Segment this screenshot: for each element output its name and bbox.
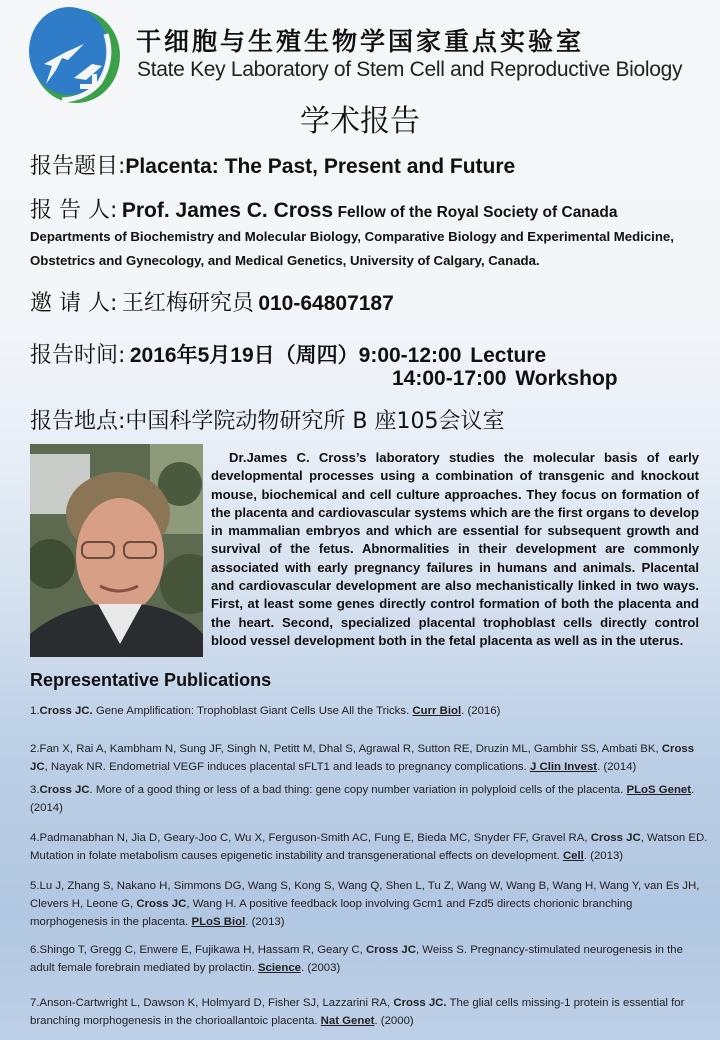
pub-text: 4.Padmanabhan N, Jia D, Geary-Joo C, Wu X, Ferguson-Smith AC, Fung E, Bieda MC, Snyder FF, Gravel RA, — [30, 832, 591, 844]
inviter-row — [30, 286, 394, 317]
pub-journal: PLoS Biol — [191, 916, 246, 928]
pub-author-highlight: Cross JC. — [39, 705, 93, 717]
pub-author-highlight: Cross JC — [30, 743, 695, 773]
affiliation-line-2: Obstetrics and Gynecology, and Medical Genetics, University of Calgary, Canada. — [30, 253, 540, 268]
session2-time: 14:00-17:00 — [392, 367, 507, 390]
pub-text: Gene Amplification: Trophoblast Giant Cells Use All the Tricks. — [92, 705, 413, 717]
pub-text: . More of a good thing or less of a bad thing: gene copy number variation in polyploid cells of the placenta. — [89, 784, 627, 796]
session2-row — [392, 367, 618, 391]
pub-year: . (2016) — [461, 705, 501, 717]
pub-author-highlight: Cross JC — [39, 784, 90, 796]
speaker-bio: Dr.James C. Cross’s laboratory studies the molecular basis of early developmental processes using a combination of transgenic and knockout mouse, biochemical and cell culture approaches. They focus on formation of the placenta and cardiovascular systems which are the first organs to develop in mammalian embryos and which are essential for subsequent growth and survival of the fetus. Abnormalities in their development are commonly associated with early pregnancy failures in humans and animals. Placental and cardiovascular development are also mechanistically linked in two ways. First, at least some genes directly control formation of both the placenta and the heart. Second, specialized placental trophoblast cells directly control blood vessel development both in the fetal placenta as well as in the uterus. — [211, 450, 699, 648]
title-row — [30, 149, 515, 180]
pub-text: 2.Fan X, Rai A, Kambham N, Sung JF, Singh N, Petitt M, Dhal S, Agrawal R, Sutton RE, Druzin ML, Gambhir SS, Ambati BK, — [30, 743, 662, 755]
place-label: 报告地点: — [30, 409, 126, 434]
pub-year: . (2014) — [597, 761, 637, 773]
pub-year: . (2013) — [245, 916, 285, 928]
pub-year: . (2014) — [30, 784, 695, 814]
pub-text: 1. — [30, 705, 40, 717]
pub-journal: Nat Genet — [320, 1015, 375, 1027]
pub-text: , Watson ED. Mutation in folate metabolism causes epigenetic instability and transgenerational effects on development. — [30, 832, 708, 862]
place-row — [30, 404, 505, 435]
publication-item — [30, 994, 710, 1030]
session2-type: Workshop — [515, 367, 618, 390]
pub-author-highlight: Cross JC — [590, 832, 641, 844]
session1-type: Lecture — [470, 344, 547, 367]
pub-journal: Cell — [562, 850, 584, 862]
pub-text: 3. — [30, 784, 40, 796]
pub-author-highlight: Cross JC — [365, 944, 416, 956]
publication-item — [30, 781, 710, 817]
lab-name-en: State Key Laboratory of Stem Cell and Reproductive Biology — [137, 58, 683, 81]
time-row — [30, 338, 546, 369]
inviter-name: 王红梅研究员 — [121, 291, 254, 316]
pub-year: . (2003) — [301, 962, 341, 974]
pub-text: 6.Shingo T, Gregg C, Enwere E, Fujikawa H, Hassam R, Geary C, — [30, 944, 366, 956]
speaker-name: Prof. James C. Cross — [121, 199, 334, 222]
inviter-phone: 010-64807187 — [258, 292, 394, 315]
title-label: 报告题目: — [30, 154, 126, 179]
pub-text: , Nayak NR. Endometrial VEGF induces placental sFLT1 and leads to pregnancy complications. — [44, 761, 530, 773]
pub-author-highlight: Cross JC — [136, 898, 187, 910]
pub-text: , Weiss S. Pregnancy-stimulated neurogenesis in the adult female forebrain mediated by prolactin. — [30, 944, 683, 974]
speaker-row — [30, 193, 618, 224]
lab-name-cn: 干细胞与生殖生物学国家重点实验室 — [136, 27, 585, 56]
affiliation-line-1: Departments of Biochemistry and Molecular Biology, Comparative Biology and Experimental Medicine, — [30, 229, 674, 244]
pub-journal: Science — [257, 962, 302, 974]
speaker-label: 报 告 人: — [30, 198, 118, 223]
publication-item — [30, 877, 710, 931]
time-date: 2016年5月19日（周四） — [129, 344, 359, 367]
pub-text: , Wang H. A positive feedback loop involving Gcm1 and Fzd5 directs chorionic branching morphogenesis in the placenta. — [30, 898, 633, 928]
pub-text: 7.Anson-Cartwright L, Dawson K, Holmyard D, Fisher SJ, Lazzarini RA, — [30, 997, 394, 1009]
report-heading: 学术报告 — [300, 104, 420, 139]
pub-author-highlight: Cross JC. — [393, 997, 447, 1009]
pub-journal: PLoS Genet — [626, 784, 692, 796]
pub-year: . (2000) — [374, 1015, 414, 1027]
pub-text: 5.Lu J, Zhang S, Nakano H, Simmons DG, Wang S, Kong S, Wang Q, Shen L, Tu Z, Wang W, Wang B, Wang H, Wang Y, van Es JH, Clevers H, Leone G, — [30, 880, 700, 910]
speaker-honor: Fellow of the Royal Society of Canada — [337, 204, 618, 221]
inviter-label: 邀 请 人: — [30, 291, 118, 316]
place-value: 中国科学院动物研究所 B 座105会议室 — [125, 409, 505, 434]
publication-item — [30, 740, 710, 776]
pub-text: The glial cells missing-1 protein is essential for branching morphogenesis in the chorioallantoic placenta. — [30, 997, 685, 1027]
time-label: 报告时间: — [30, 343, 126, 368]
session1-time: 9:00-12:00 — [358, 344, 462, 367]
pub-year: . (2013) — [583, 850, 624, 862]
publications-heading: Representative Publications — [30, 670, 272, 690]
lab-logo — [22, 4, 122, 104]
publication-item — [30, 702, 710, 720]
title-value: Placenta: The Past, Present and Future — [125, 155, 516, 178]
pub-journal: Curr Biol — [412, 705, 462, 717]
publication-item — [30, 941, 710, 977]
publication-item — [30, 829, 710, 865]
pub-journal: J Clin Invest — [529, 761, 598, 773]
speaker-photo — [30, 444, 203, 657]
